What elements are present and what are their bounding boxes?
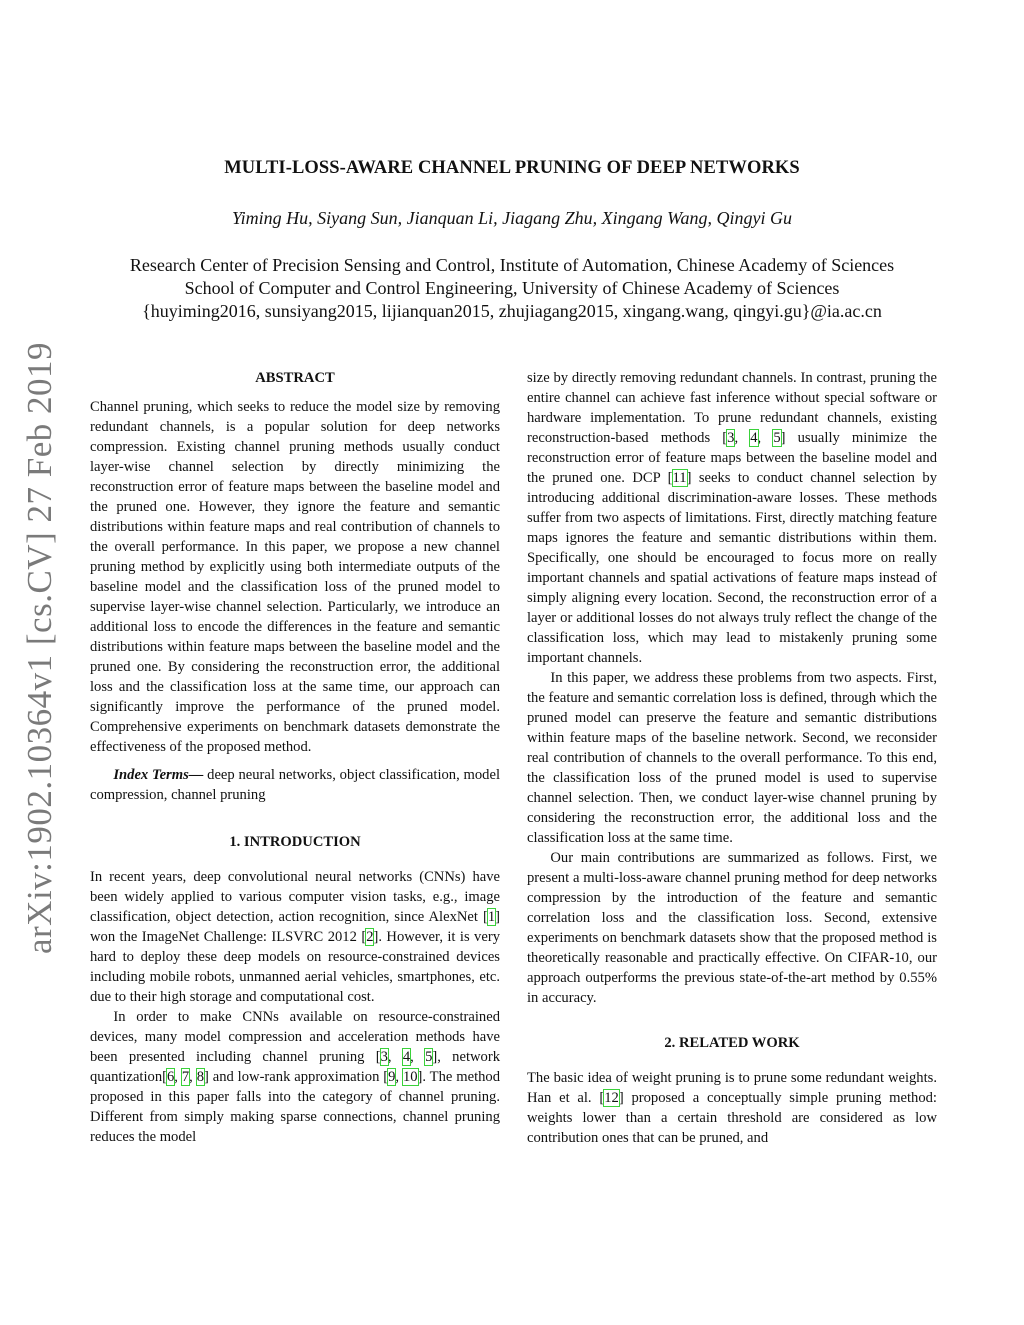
abstract-text: Channel pruning, which seeks to reduce the model size by removing redundant channels, is a popular solution for deep networks compression. Existing channel pruning methods usually conduct layer-wise channel selection by directly minimizing the reconstruction error of feature maps between the baseline model and the pruned one. However, they ignore the feature and semantic distributions within feature maps and real contribution of channels to the overall performance. In this paper, we propose a new channel pruning method by explicitly using both intermediate outputs of the baseline model and the classification loss of the pruned model to supervise layer-wise channel selection. Particularly, we introduce an additional loss to encode the differences in the feature and semantic distributions within feature maps between the baseline model and the pruned one. By considering the reconstruction error, the additional loss and the classification loss at the same time, our approach can significantly improve the performance of the pruned model. Comprehensive experiments on benchmark datasets demonstrate the effectiveness of the proposed method. <box>90 399 500 755</box>
index-terms-label: Index Terms— <box>113 767 204 783</box>
intro-paragraph-2: In order to make CNNs available on resource-constrained devices, many model compression and acceleration methods have been presented including channel pruning [3, 4, 5], network quantization[6, 7, 8] and low-rank approximation [9, 10]. The method proposed in this paper falls into the category of channel pruning. Different from simply making sparse connections, channel pruning reduces the model <box>90 1009 501 1145</box>
intro-paragraph-3: size by directly removing redundant channels. In contrast, pruning the entire channel can achieve fast inference without special software or hardware implementation. To prune redundant channels, existing reconstruction-based methods [3, 4, 5] usually minimize the reconstruction error of feature maps between the baseline model and the pruned one. DCP [11] seeks to conduct channel selection by introducing additional discrimination-aware losses. These methods suffer from two aspects of limitations. First, directly matching feature maps ignores the feature and semantic distributions within them. Specifically, one should be encouraged to focus more on really important channels and spatial activations of feature maps instead of simply aligning every location. Second, the reconstruction error of a layer or additional losses do not always truly reflect the change of the classification loss, which may lead to mistakenly pruning some important channels. <box>527 370 938 666</box>
citation-link[interactable]: 2 <box>366 929 374 945</box>
intro-paragraph-4: In this paper, we address these problems from two aspects. First, the feature and semantic correlation loss is defined, through which the pruned model can preserve the feature and semantic distributions within feature maps of the baseline network. Second, we reconsider real contribution of channels to the overall performance. To this end, the classification loss of the pruned model is used to supervise channel selection. Then, we conduct layer-wise channel pruning by considering the reconstruction error, the additional loss and the classification loss at the same time. <box>527 670 937 846</box>
citation-link[interactable]: 11 <box>672 470 687 486</box>
citation-link[interactable]: 3 <box>380 1049 388 1065</box>
affiliations <box>0 254 1024 323</box>
author-list: Yiming Hu, Siyang Sun, Jianquan Li, Jiagang Zhu, Xingang Wang, Qingyi Gu <box>232 208 792 228</box>
index-terms-text: deep neural networks, object classification, model compression, channel pruning <box>90 767 500 803</box>
citation-link[interactable]: 12 <box>604 1090 619 1106</box>
right-column <box>527 368 937 1148</box>
citation-link[interactable]: 4 <box>402 1049 411 1065</box>
citation-link[interactable]: 4 <box>750 430 758 446</box>
related-work-paragraph-1: The basic idea of weight pruning is to prune some redundant weights. Han et al. [12] proposed a conceptually simple pruning method: weights lower than a certain threshold are considered as low contribution ones that can be pruned, and <box>527 1070 937 1146</box>
accuracy-gain-value: 0.55% <box>899 970 937 986</box>
affiliation-2: School of Computer and Control Engineering, University of Chinese Academy of Sciences <box>184 278 840 298</box>
intro-paragraph-5: Our main contributions are summarized as follows. First, we present a multi-loss-aware channel pruning method for deep networks compression by the introduction of the feature and semantic correlation loss and the classification loss. Second, extensive experiments on benchmark datasets show that the proposed method is theoretically reasonable and practically effective. On CIFAR-10, our approach outperforms the previous state-of-the-art method by 0.55% in accuracy. <box>527 850 937 1006</box>
citation-link[interactable]: 7 <box>181 1069 190 1085</box>
intro-paragraph-1: In recent years, deep convolutional neural networks (CNNs) have been widely applied to various computer vision tasks, e.g., image classification, object detection, action recognition, since AlexNet [1] won the ImageNet Challenge: ILSVRC 2012 [2]. However, it is very hard to deploy these deep models on resource-constrained devices including mobile robots, unmanned aerial vehicles, smartphones, etc. due to their high storage and computational cost. <box>90 869 500 1005</box>
index-terms <box>90 765 500 805</box>
citation-link[interactable]: 9 <box>388 1069 396 1085</box>
arxiv-sidebar-stamp <box>10 341 70 955</box>
citation-link[interactable]: 10 <box>402 1069 418 1085</box>
citation-link[interactable]: 3 <box>727 430 735 446</box>
abstract-heading: ABSTRACT <box>255 370 335 386</box>
author-emails: {huyiming2016, sunsiyang2015, lijianquan2015, zhujiagang2015, xingang.wang, qingyi.gu}@ia.ac.cn <box>142 301 882 321</box>
citation-link[interactable]: 8 <box>196 1069 204 1085</box>
citation-link[interactable]: 1 <box>487 909 496 925</box>
citation-link[interactable]: 6 <box>167 1069 175 1085</box>
related-work-heading: 2. RELATED WORK <box>664 1035 800 1051</box>
citation-link[interactable]: 5 <box>773 430 781 446</box>
left-column <box>90 368 500 1147</box>
arxiv-id: arXiv:1902.10364v1 [cs.CV] 27 Feb 2019 <box>20 341 60 955</box>
paper-title: MULTI-LOSS-AWARE CHANNEL PRUNING OF DEEP NETWORKS <box>224 158 800 178</box>
affiliation-1: Research Center of Precision Sensing and Control, Institute of Automation, Chinese Academy of Sciences <box>129 255 895 275</box>
citation-link[interactable]: 5 <box>425 1049 433 1065</box>
introduction-heading: 1. INTRODUCTION <box>229 834 361 850</box>
